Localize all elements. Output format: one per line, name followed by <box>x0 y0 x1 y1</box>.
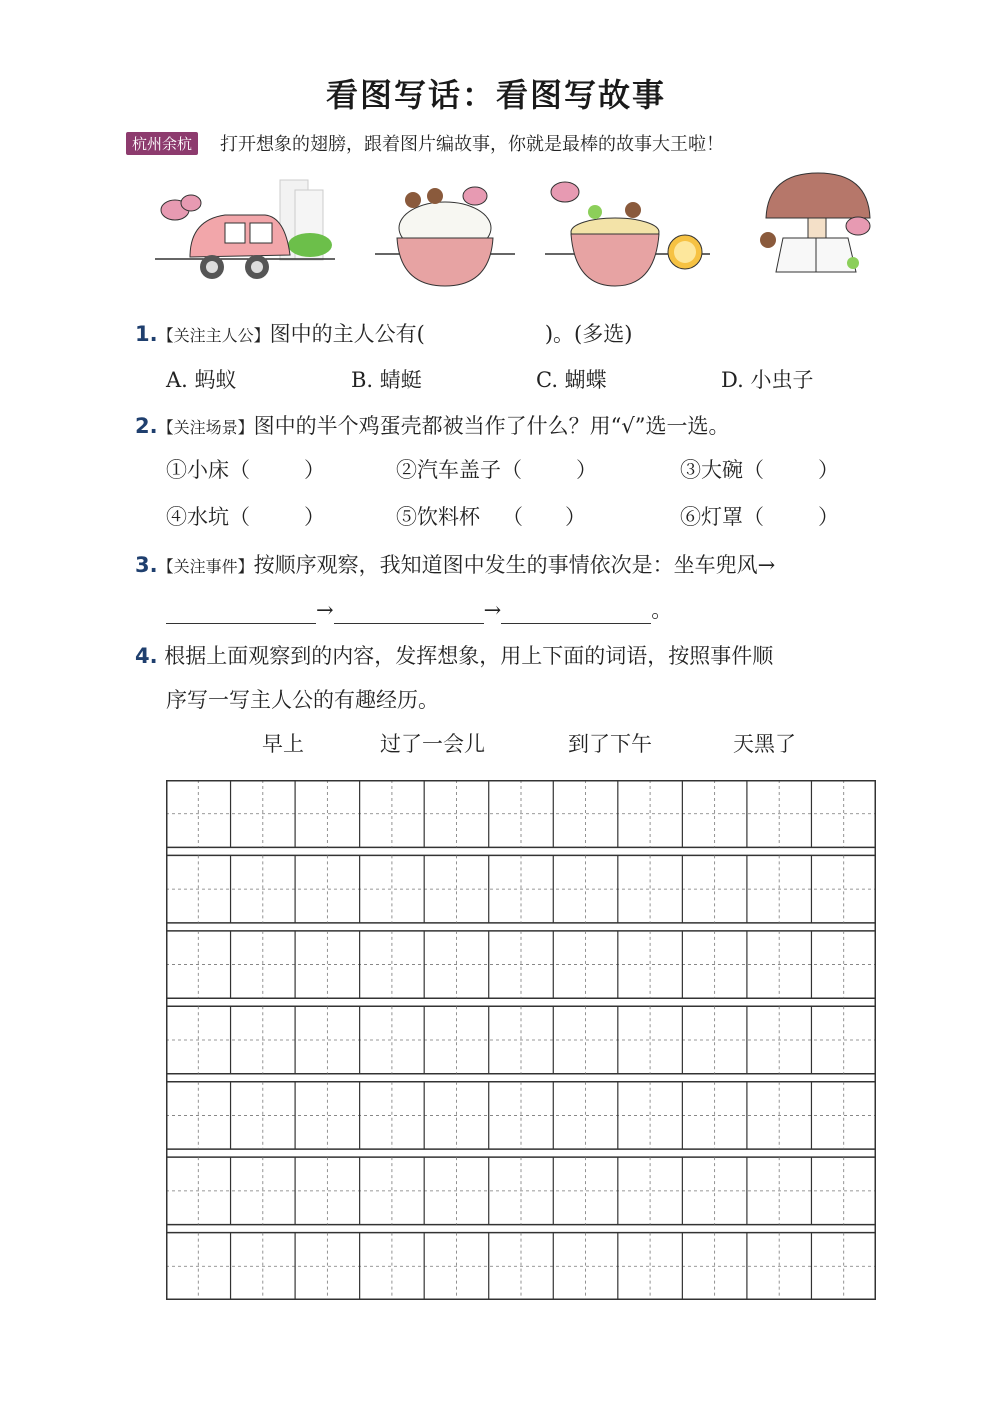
q2-option-label: ④水坑（ <box>166 505 250 529</box>
q2-option-puddle[interactable] <box>166 501 325 531</box>
question-2-tag: 【关注场景】 <box>157 418 254 437</box>
q1-option-a[interactable]: A. 蚂蚁 <box>166 368 237 392</box>
q2-option-drink-cup[interactable] <box>396 501 586 531</box>
word-dark: 天黑了 <box>733 732 796 756</box>
intro-text: 打开想象的翅膀，跟着图片编故事，你就是最棒的故事大王啦！ <box>220 134 724 155</box>
question-4-text-line2: 序写一写主人公的有趣经历。 <box>166 688 439 712</box>
scene-lamp-reading-illustration <box>748 168 888 288</box>
q2-option-close: ） <box>818 458 839 482</box>
scene-soup-bowl-illustration <box>545 172 710 287</box>
question-4 <box>135 640 773 670</box>
q3-arrow: → <box>483 598 502 622</box>
grid-row[interactable] <box>166 1006 876 1073</box>
q2-option-close: ） <box>818 505 839 529</box>
question-3-answer-line <box>166 594 672 624</box>
question-1 <box>135 318 632 348</box>
region-tag: 杭州余杭 <box>126 132 198 155</box>
page-title: 看图写话：看图写故事 <box>325 76 666 114</box>
q1-option-b[interactable]: B. 蜻蜓 <box>351 368 422 392</box>
grid-row[interactable] <box>166 931 876 998</box>
grid-row[interactable] <box>166 855 876 922</box>
q2-option-label: ⑤饮料杯 <box>396 505 480 529</box>
q2-option-big-bowl[interactable] <box>680 454 839 484</box>
q2-option-close: ） <box>576 458 597 482</box>
question-2 <box>135 410 729 440</box>
question-4-number: 4. <box>135 644 158 668</box>
grid-row[interactable] <box>166 1157 876 1224</box>
q2-option-close: （ ） <box>502 505 586 529</box>
q3-blank-1[interactable] <box>166 601 316 624</box>
question-3-number: 3. <box>135 553 158 577</box>
q2-option-label: ①小床（ <box>166 458 250 482</box>
writing-grid[interactable] <box>166 780 876 1300</box>
scene-rice-bowl-illustration <box>375 178 515 288</box>
q3-blank-3[interactable] <box>501 601 651 624</box>
grid-row[interactable] <box>166 1233 876 1300</box>
q2-option-label: ②汽车盖子（ <box>396 458 522 482</box>
question-3-text: 按顺序观察，我知道图中发生的事情依次是：坐车兜风→ <box>253 553 776 577</box>
grid-row[interactable] <box>166 780 876 847</box>
question-2-number: 2. <box>135 414 158 438</box>
question-1-text-after: )。(多选) <box>544 322 633 346</box>
word-afternoon: 到了下午 <box>568 732 652 756</box>
q2-option-label: ⑥灯罩（ <box>680 505 764 529</box>
q3-end: 。 <box>651 598 673 622</box>
question-3-tag: 【关注事件】 <box>157 557 254 576</box>
grid-row[interactable] <box>166 1082 876 1149</box>
question-1-tag: 【关注主人公】 <box>157 326 270 345</box>
question-3 <box>135 549 775 579</box>
q3-arrow: → <box>316 598 334 622</box>
q2-option-close: ） <box>304 458 325 482</box>
q2-option-car-hood[interactable] <box>396 454 597 484</box>
q2-option-lampshade[interactable] <box>680 501 839 531</box>
q2-option-small-bed[interactable] <box>166 454 325 484</box>
word-after-a-while: 过了一会儿 <box>380 732 485 756</box>
word-morning: 早上 <box>262 732 304 756</box>
q1-option-d[interactable]: D. 小虫子 <box>721 368 814 392</box>
q3-blank-2[interactable] <box>334 601 484 624</box>
question-1-number: 1. <box>135 322 158 346</box>
scene-car-illustration <box>155 175 335 290</box>
question-4-text-line1: 根据上面观察到的内容，发挥想象，用上下面的词语，按照事件顺 <box>164 644 774 668</box>
writing-grid-svg[interactable] <box>166 780 876 1300</box>
question-1-text-before: 图中的主人公有( <box>269 322 425 346</box>
q2-option-close: ） <box>304 505 325 529</box>
question-2-text: 图中的半个鸡蛋壳都被当作了什么？用“√”选一选。 <box>253 414 730 438</box>
q2-option-label: ③大碗（ <box>680 458 764 482</box>
q1-option-c[interactable]: C. 蝴蝶 <box>536 368 607 392</box>
